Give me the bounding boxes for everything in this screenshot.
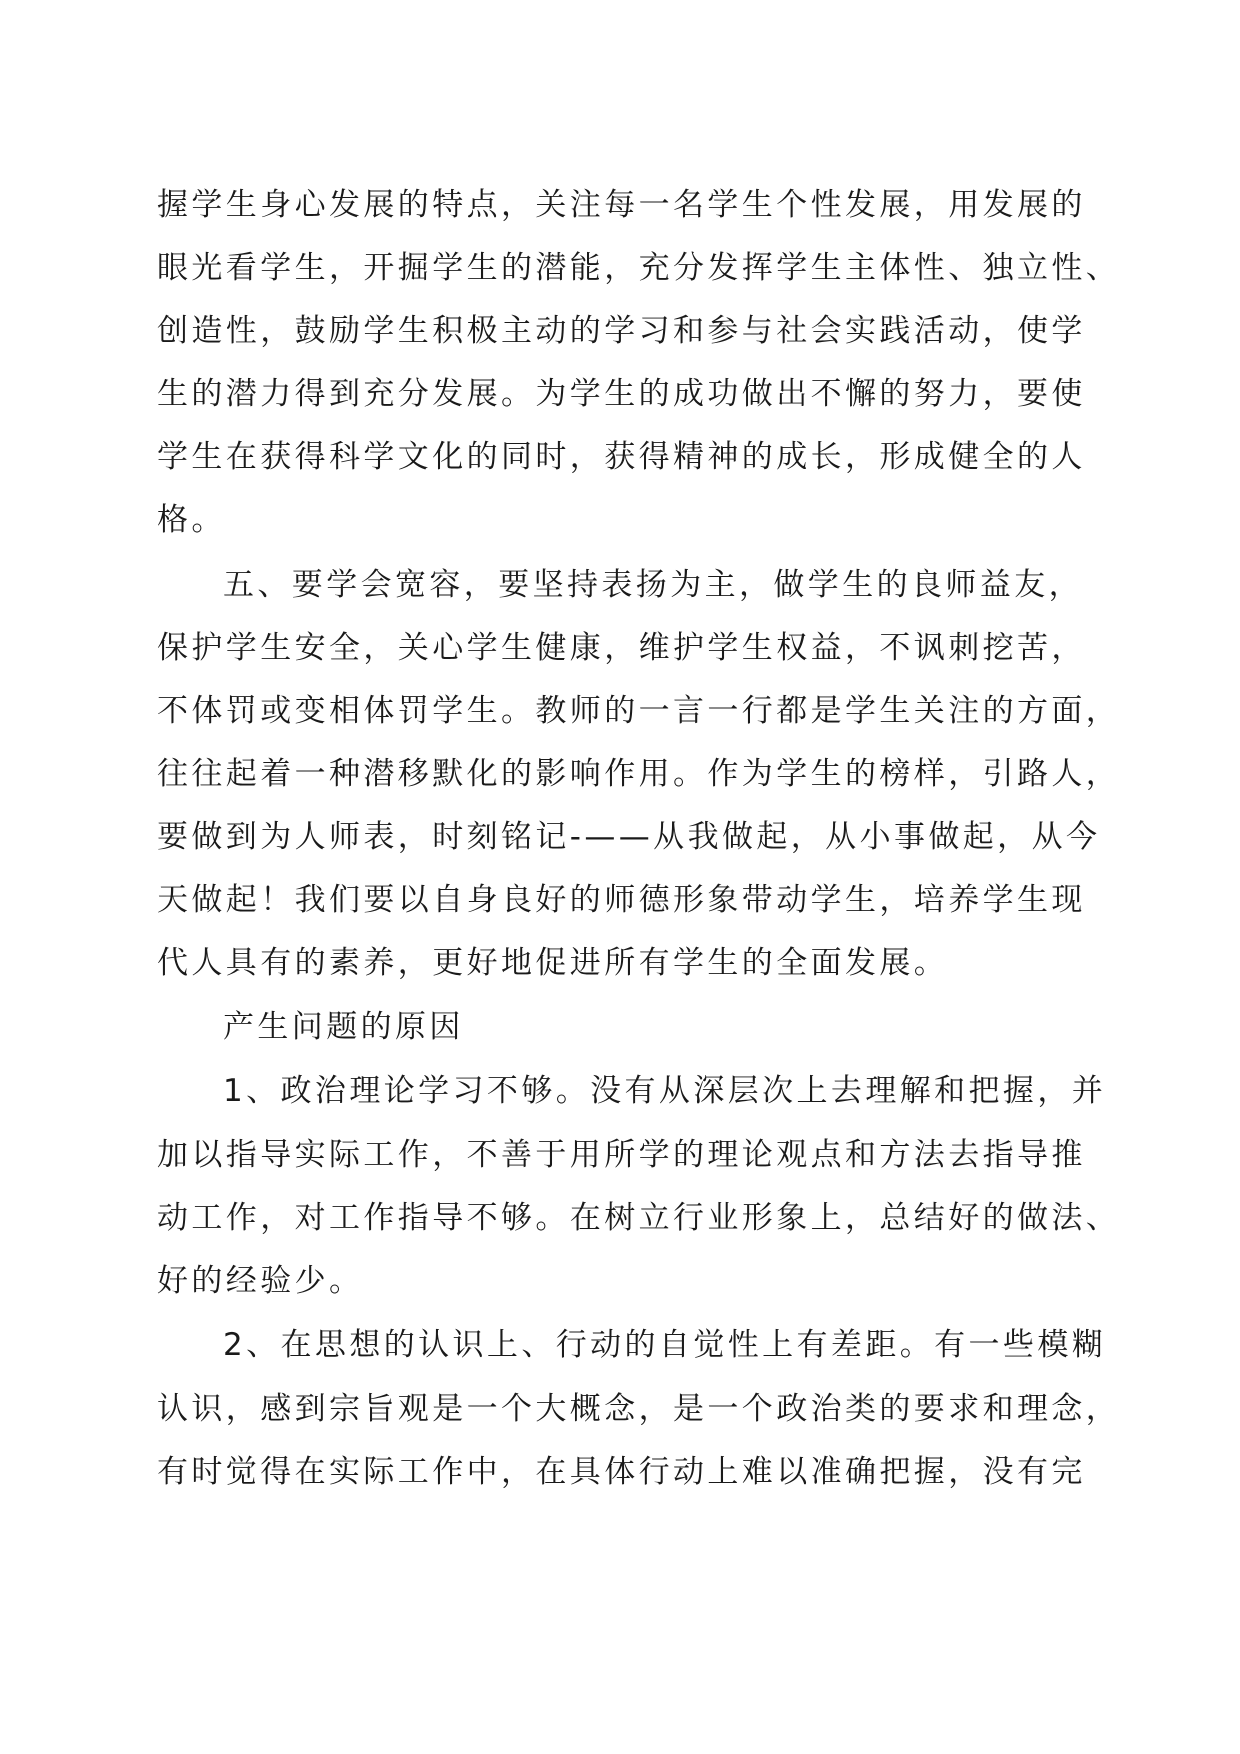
text-line: 加以指导实际工作，不善于用所学的理论观点和方法去指导推 bbox=[157, 1137, 1086, 1173]
text-line: 有时觉得在实际工作中，在具体行动上难以准确把握，没有完 bbox=[157, 1454, 1086, 1490]
section-heading: 产生问题的原因 bbox=[223, 1009, 464, 1045]
text-line: 眼光看学生，开掘学生的潜能，充分发挥学生主体性、独立性、 bbox=[157, 250, 1121, 286]
text-line: 往往起着一种潜移默化的影响作用。作为学生的榜样，引路人， bbox=[157, 756, 1121, 792]
paragraph-5-first-line: 五、要学会宽容，要坚持表扬为主，做学生的良师益友， bbox=[223, 567, 1083, 603]
text-line: 代人具有的素养，更好地促进所有学生的全面发展。 bbox=[157, 945, 949, 981]
item-1-first-line: 1、政治理论学习不够。没有从深层次上去理解和把握，并 bbox=[223, 1073, 1107, 1109]
text-line: 握学生身心发展的特点，关注每一名学生个性发展，用发展的 bbox=[157, 187, 1086, 223]
text-line: 创造性，鼓励学生积极主动的学习和参与社会实践活动，使学 bbox=[157, 313, 1086, 349]
text-line: 认识，感到宗旨观是一个大概念，是一个政治类的要求和理念， bbox=[157, 1391, 1121, 1427]
text-line: 要做到为人师表，时刻铭记-——从我做起，从小事做起，从今 bbox=[157, 819, 1101, 855]
text-line: 好的经验少。 bbox=[157, 1263, 364, 1299]
text-line: 保护学生安全，关心学生健康，维护学生权益，不讽刺挖苦， bbox=[157, 630, 1086, 666]
text-line: 生的潜力得到充分发展。为学生的成功做出不懈的努力，要使 bbox=[157, 376, 1086, 412]
text-line: 不体罚或变相体罚学生。教师的一言一行都是学生关注的方面， bbox=[157, 693, 1121, 729]
text-line: 格。 bbox=[157, 502, 226, 538]
text-line: 动工作，对工作指导不够。在树立行业形象上，总结好的做法、 bbox=[157, 1200, 1121, 1236]
text-line: 天做起！我们要以自身良好的师德形象带动学生，培养学生现 bbox=[157, 882, 1086, 918]
item-2-first-line: 2、在思想的认识上、行动的自觉性上有差距。有一些模糊 bbox=[223, 1327, 1107, 1363]
text-line: 学生在获得科学文化的同时，获得精神的成长，形成健全的人 bbox=[157, 439, 1086, 475]
